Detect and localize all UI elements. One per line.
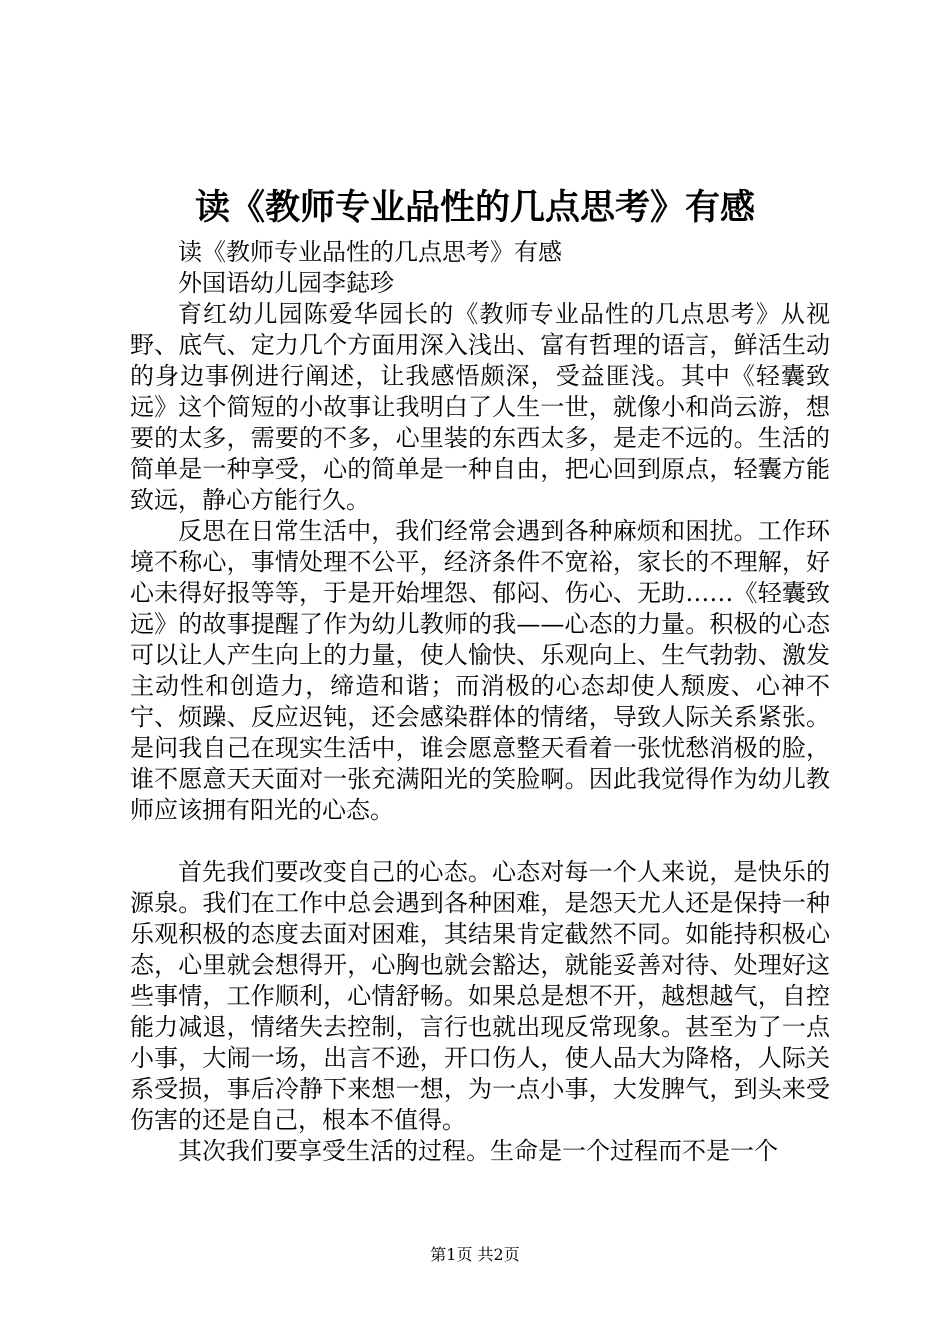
document-title: 读《教师专业品性的几点思考》有感 (194, 187, 755, 228)
paragraph-1: 育红幼儿园陈爱华园长的《教师专业品性的几点思考》从视野、底气、定力几个方面用深入浅出、富有哲理的语言，鲜活生动的身边事例进行阐述，让我感悟颇深，受益匪浅。其中《轻囊致远》这个简短的小故事让我明白了人生一世，就像小和尚云游，想要的太多，需要的不多，心里装的东西太多，是走不远的。生活的简单是一种享受，心的简单是一种自由，把心回到原点，轻囊方能致远，静心方能行久。 (130, 300, 830, 514)
author-line: 外国语幼儿园李鋕珍 (178, 269, 394, 297)
paragraph-4: 其次我们要享受生活的过程。生命是一个过程而不是一个 (178, 1137, 778, 1165)
document-body (130, 237, 830, 1167)
blank-line (130, 826, 830, 857)
subtitle-line: 读《教师专业品性的几点思考》有感 (178, 238, 562, 266)
page-number-footer: 第1页 共2页 (430, 1245, 520, 1264)
paragraph-2: 反思在日常生活中，我们经常会遇到各种麻烦和困扰。工作环境不称心，事情处理不公平，经济条件不宽裕，家长的不理解，好心未得好报等等，于是开始埋怨、郁闷、伤心、无助……《轻囊致远》的故事提醒了作为幼儿教师的我——心态的力量。积极的心态可以让人产生向上的力量，使人愉快、乐观向上、生气勃勃、激发主动性和创造力，缔造和谐；而消极的心态却使人颓废、心神不宁、烦躁、反应迟钝，还会感染群体的情绪，导致人际关系紧张。是问我自己在现实生活中，谁会愿意整天看着一张忧愁消极的脸，谁不愿意天天面对一张充满阳光的笑脸啊。因此我觉得作为幼儿教师应该拥有阳光的心态。 (130, 517, 830, 824)
paragraph-3: 首先我们要改变自己的心态。心态对每一个人来说，是快乐的源泉。我们在工作中总会遇到各种困难，是怨天尤人还是保持一种乐观积极的态度去面对困难，其结果肯定截然不同。如能持积极心态，心里就会想得开，心胸也就会豁达，就能妥善对待、处理好这些事情，工作顺利，心情舒畅。如果总是想不开，越想越气，自控能力减退，情绪失去控制，言行也就出现反常现象。甚至为了一点小事，大闹一场，出言不逊，开口伤人，使人品大为降格，人际关系受损，事后冷静下来想一想，为一点小事，大发脾气，到头来受伤害的还是自己，根本不值得。 (130, 858, 830, 1134)
